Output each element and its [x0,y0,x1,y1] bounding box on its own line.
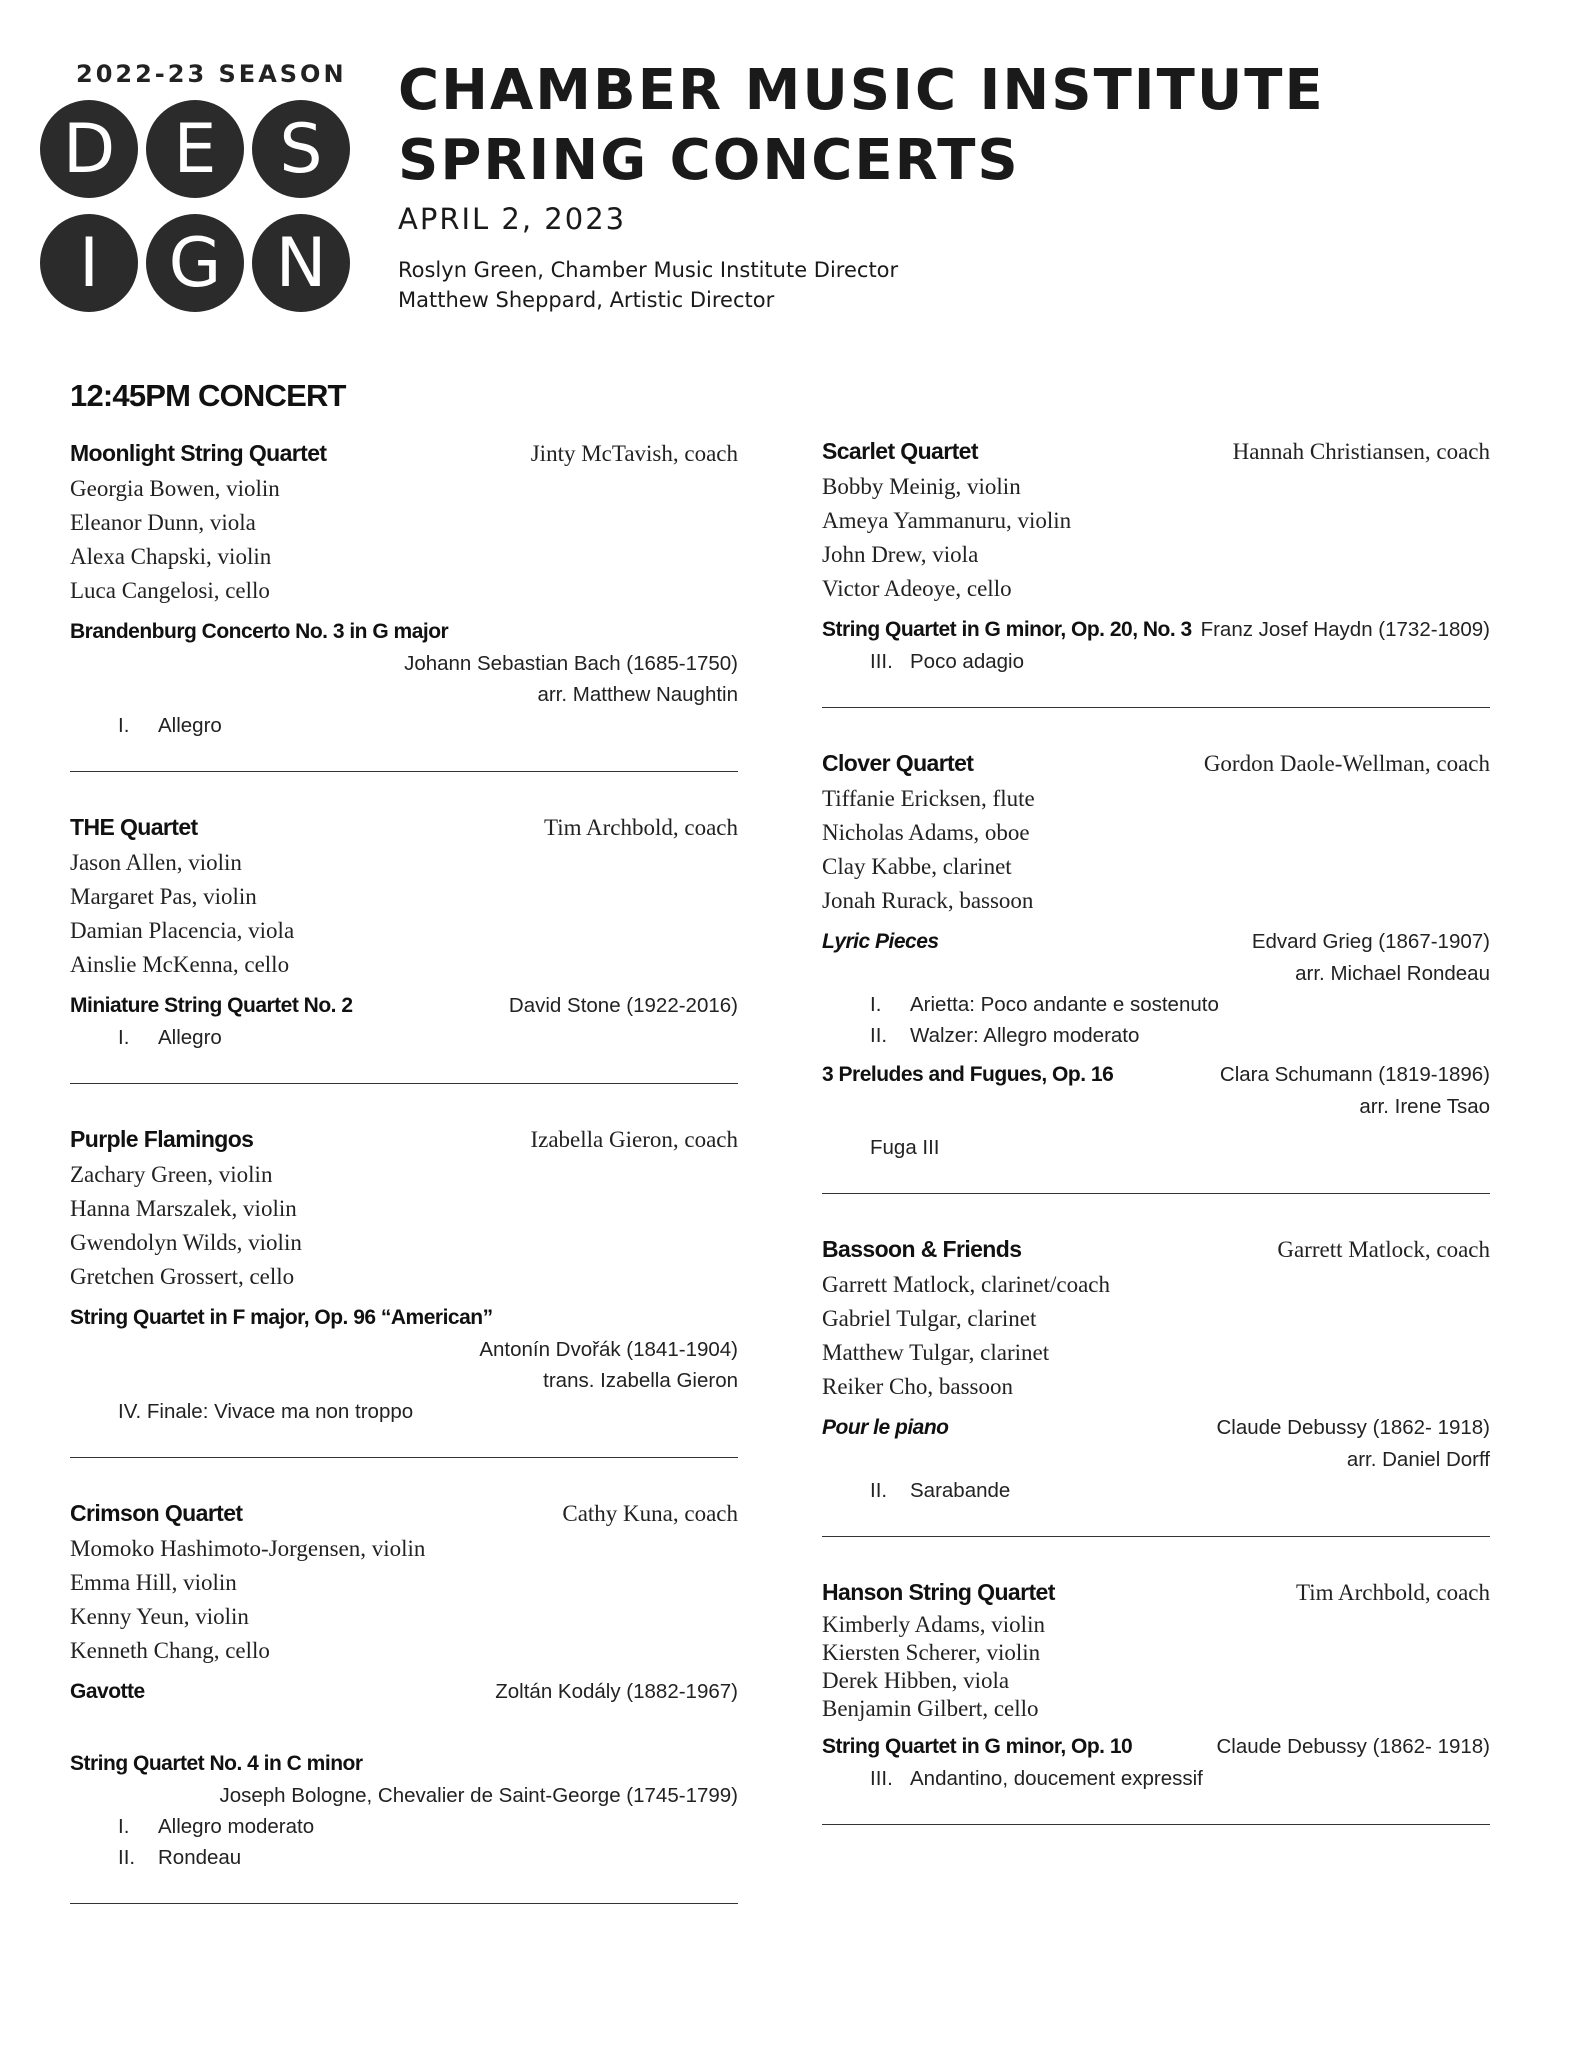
movement [822,1763,1490,1794]
piece [70,616,738,741]
piece [70,1748,738,1873]
movement-name: Fuga III [870,1136,940,1159]
ensemble-group [822,750,1490,1194]
title-line-2: SPRING CONCERTS [398,128,1020,193]
piece [70,1302,738,1427]
member: Ainslie McKenna, cello [70,952,290,977]
member: Eleanor Dunn, viola [70,510,256,535]
member-list [70,846,738,982]
arranger: arr. Daniel Dorff [1346,1448,1490,1471]
composer: Clara Schumann (1819-1896) [1219,1063,1490,1086]
member: Victor Adeoye, cello [822,576,1012,601]
composer: David Stone (1922-2016) [508,994,738,1017]
piece-title: String Quartet in F major, Op. 96 “American” [70,1306,493,1329]
piece [822,1731,1490,1794]
piece-title: Brandenburg Concerto No. 3 in G major [70,620,449,643]
movement-name: IV. Finale: Vivace ma non troppo [118,1400,414,1423]
member: Garrett Matlock, clarinet/coach [822,1272,1110,1297]
ensemble-group [70,1126,738,1458]
piece-title: Pour le piano [822,1416,949,1439]
logo-letter: D [40,100,138,198]
member: John Drew, viola [822,542,979,567]
piece [70,1676,738,1708]
movement-name: Rondeau [158,1846,242,1869]
ensemble-group [822,438,1490,708]
composer: Antonín Dvořák (1841-1904) [479,1338,738,1361]
member: Gwendolyn Wilds, violin [70,1230,302,1255]
member: Kimberly Adams, violin [822,1612,1045,1637]
concert-date: APRIL 2, 2023 [398,202,627,236]
movement-number: I. [118,1815,130,1838]
movement-number: III. [870,1767,893,1790]
composer: Johann Sebastian Bach (1685-1750) [404,652,738,675]
movement [822,646,1490,677]
section-divider [70,771,738,772]
piece [822,1059,1490,1163]
member: Jonah Rurack, bassoon [822,888,1034,913]
piece [822,1412,1490,1506]
ensemble-name: Crimson Quartet [70,1500,243,1526]
piece-title: 3 Preludes and Fugues, Op. 16 [822,1063,1114,1086]
logo-letter: S [252,100,350,198]
coach-name: Cathy Kuna, coach [562,1501,738,1526]
ensemble-group [70,814,738,1084]
member: Damian Placencia, viola [70,918,295,943]
composer: Franz Josef Haydn (1732-1809) [1200,618,1490,641]
movement-name: Andantino, doucement expressif [910,1767,1203,1790]
coach-name: Gordon Daole-Wellman, coach [1203,751,1490,776]
ensemble-name: Purple Flamingos [70,1126,254,1152]
member: Luca Cangelosi, cello [70,578,270,603]
member: Gabriel Tulgar, clarinet [822,1306,1037,1331]
piece-title: String Quartet in G minor, Op. 10 [822,1735,1133,1758]
member: Nicholas Adams, oboe [822,820,1030,845]
member: Gretchen Grossert, cello [70,1264,295,1289]
movement-name: Allegro moderato [158,1815,315,1838]
ensemble-name: Bassoon & Friends [822,1236,1022,1262]
arranger: trans. Izabella Gieron [543,1369,738,1392]
page-title [398,56,1325,196]
section-divider [822,1193,1490,1194]
member-list [822,1268,1490,1404]
movement-number: I. [118,1026,130,1049]
composer: Claude Debussy (1862- 1918) [1216,1416,1490,1439]
section-divider [70,1457,738,1458]
movement [70,1022,738,1053]
ensemble-group [70,1500,738,1904]
logo-letter: I [40,214,138,312]
logo-letter: G [146,214,244,312]
coach-name: Izabella Gieron, coach [530,1127,738,1152]
arranger: arr. Irene Tsao [1359,1095,1490,1118]
member: Benjamin Gilbert, cello [822,1696,1039,1721]
coach-name: Hannah Christiansen, coach [1232,439,1490,464]
movement-number: I. [870,993,882,1016]
section-divider [822,707,1490,708]
movement-number: III. [870,650,893,673]
design-logo [40,100,360,320]
ensemble-group [70,440,738,772]
member: Tiffanie Ericksen, flute [822,786,1035,811]
movement-name: Allegro [158,714,222,737]
member: Ameya Yammanuru, violin [822,508,1072,533]
ensemble-name: THE Quartet [70,814,198,840]
composer: Joseph Bologne, Chevalier de Saint-George (1745-1799) [219,1784,738,1807]
concert-time-heading: 12:45PM CONCERT [70,378,346,413]
movement [822,989,1490,1020]
piece-title: Gavotte [70,1680,145,1703]
member: Bobby Meinig, violin [822,474,1021,499]
movement [70,1811,738,1842]
section-divider [822,1824,1490,1825]
coach-name: Tim Archbold, coach [1296,1580,1490,1605]
movement-number: II. [118,1846,136,1869]
member-list [822,1611,1490,1723]
ensemble-name: Clover Quartet [822,750,974,776]
piece-title: String Quartet No. 4 in C minor [70,1752,363,1775]
coach-name: Jinty McTavish, coach [530,441,738,466]
season-label: 2022-23 SEASON [76,60,347,88]
movement-number: II. [870,1024,888,1047]
ensemble-name: Moonlight String Quartet [70,440,327,466]
composer: Zoltán Kodály (1882-1967) [495,1680,738,1703]
piece [70,990,738,1053]
institute-director: Roslyn Green, Chamber Music Institute Director [398,258,899,282]
movement-name: Allegro [158,1026,222,1049]
movement-number: I. [118,714,130,737]
movement-number: II. [870,1479,888,1502]
section-divider [70,1083,738,1084]
section-divider [822,1536,1490,1537]
member: Kenny Yeun, violin [70,1604,249,1629]
movement [822,1475,1490,1506]
member: Momoko Hashimoto-Jorgensen, violin [70,1536,426,1561]
ensemble-group [822,1236,1490,1537]
movement [822,1132,1490,1163]
piece-title: String Quartet in G minor, Op. 20, No. 3 [822,618,1192,641]
composer: Claude Debussy (1862- 1918) [1216,1735,1490,1758]
movement [70,710,738,741]
member: Emma Hill, violin [70,1570,237,1595]
movement-name: Walzer: Allegro moderato [910,1024,1140,1047]
member: Derek Hibben, viola [822,1668,1010,1693]
piece [822,614,1490,677]
movement [70,1842,738,1873]
movement [70,1396,738,1427]
member-list [822,782,1490,918]
member: Clay Kabbe, clarinet [822,854,1012,879]
member: Reiker Cho, bassoon [822,1374,1014,1399]
section-divider [70,1903,738,1904]
movement-name: Sarabande [910,1479,1011,1502]
member: Matthew Tulgar, clarinet [822,1340,1050,1365]
member: Margaret Pas, violin [70,884,257,909]
coach-name: Garrett Matlock, coach [1277,1237,1490,1262]
arranger: arr. Michael Rondeau [1295,962,1490,985]
ensemble-name: Hanson String Quartet [822,1579,1055,1605]
member: Alexa Chapski, violin [70,544,272,569]
piece-title: Miniature String Quartet No. 2 [70,994,353,1017]
member: Zachary Green, violin [70,1162,273,1187]
member: Jason Allen, violin [70,850,242,875]
arranger: arr. Matthew Naughtin [537,683,738,706]
composer: Edvard Grieg (1867-1907) [1251,930,1490,953]
movement-name: Poco adagio [910,650,1024,673]
artistic-director: Matthew Sheppard, Artistic Director [398,288,775,312]
member: Georgia Bowen, violin [70,476,280,501]
member: Hanna Marszalek, violin [70,1196,297,1221]
member-list [822,470,1490,606]
movement-name: Arietta: Poco andante e sostenuto [910,993,1219,1016]
title-line-1: CHAMBER MUSIC INSTITUTE [398,58,1325,123]
logo-letter: E [146,100,244,198]
member-list [70,1158,738,1294]
ensemble-group [822,1579,1490,1825]
movement [822,1020,1490,1051]
coach-name: Tim Archbold, coach [544,815,738,840]
member-list [70,472,738,608]
logo-letter: N [252,214,350,312]
member: Kiersten Scherer, violin [822,1640,1041,1665]
member: Kenneth Chang, cello [70,1638,270,1663]
ensemble-name: Scarlet Quartet [822,438,978,464]
piece-title: Lyric Pieces [822,930,939,953]
piece [822,926,1490,1051]
program-column-right [822,438,1490,1867]
member-list [70,1532,738,1668]
program-column-left [70,440,738,1946]
